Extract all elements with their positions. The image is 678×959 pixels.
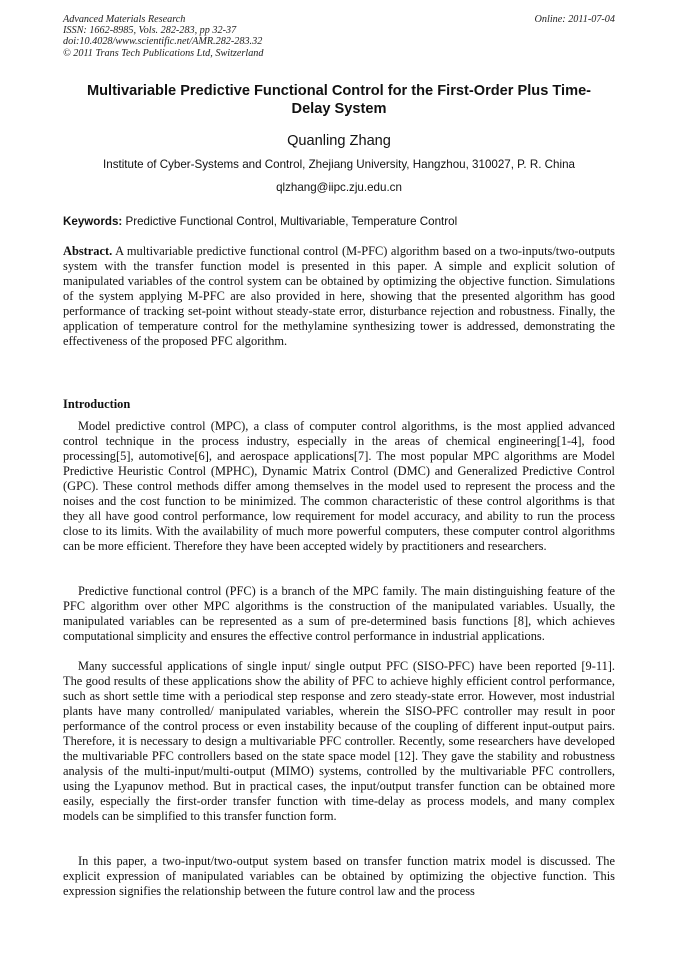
- copyright-line: © 2011 Trans Tech Publications Ltd, Switzerland: [63, 47, 264, 59]
- section-heading-introduction: Introduction: [63, 397, 131, 411]
- abstract-text: A multivariable predictive functional control (M-PFC) algorithm based on a two-inputs/two-outputs system with the transfer function model is presented in this paper. A simple and explicit solution of manipulated variables of the control system can be obtained by optimizing the objective function. Simulations of the system applying M-PFC are also provided in here, showing that the presented algorithm has good performance of tracking set-point without steady-state error, disturbance rejection and robustness. Finally, the application of temperature control for the methylamine synthesizing tower is addressed, demonstrating the effectiveness of the proposed PFC algorithm.: [63, 244, 615, 349]
- online-date: Online: 2011-07-04: [534, 14, 615, 25]
- author-email: qlzhang@iipc.zju.edu.cn: [276, 181, 402, 194]
- keywords-label: Keywords:: [63, 215, 123, 228]
- author-name: Quanling Zhang: [287, 133, 391, 149]
- keywords: [63, 215, 615, 229]
- abstract-label: Abstract.: [63, 244, 113, 258]
- paper-title: Multivariable Predictive Functional Control for the First-Order Plus Time-Delay System: [86, 83, 592, 117]
- journal-header: [63, 14, 615, 59]
- abstract: [63, 244, 615, 349]
- author-affiliation: Institute of Cyber-Systems and Control, Zhejiang University, Hangzhou, 310027, P. R. China: [103, 158, 575, 171]
- issn-line: ISSN: 1662-8985, Vols. 282-283, pp 32-37: [63, 25, 237, 37]
- intro-paragraph-4: In this paper, a two-input/two-output system based on transfer function matrix model is discussed. The explicit expression of manipulated variables can be obtained by optimizing the objective function. This expression signifies the relationship between the future control law and the process: [63, 854, 615, 899]
- keywords-text: Predictive Functional Control, Multivariable, Temperature Control: [122, 215, 458, 228]
- intro-paragraph-2: Predictive functional control (PFC) is a branch of the MPC family. The main distinguishing feature of the PFC algorithm over other MPC algorithms is the construction of the manipulated variables. Usually, the manipulated variables can be represented as a sum of pre-determined basis functions [8], which achieves computational simplicity and ensures the effective control performance in industrial applications.: [63, 584, 615, 644]
- journal-name: Advanced Materials Research: [63, 14, 186, 25]
- doi-line: doi:10.4028/www.scientific.net/AMR.282-283.32: [63, 36, 263, 48]
- intro-paragraph-3: Many successful applications of single input/ single output PFC (SISO-PFC) have been reported [9-11]. The good results of these applications show the ability of PFC to achieve highly efficient control performance, such as short settle time with a periodical step response and zero steady-state error. However, most industrial plants have many controlled/ manipulated variables, wherein the SISO-PFC controller may result in poor performance of the control process or even instability because of the coupling of different input-output pairs. Therefore, it is necessary to design a multivariable PFC controller. Recently, some researchers have developed the multivariable PFC controllers based on the state space model [12]. They gave the stability and robustness analysis of the multi-input/multi-output (MIMO) systems, controlled by the multivariable PFC controllers, using the Lyapunov method. But in practical cases, the input/output transfer function can be obtained more easily, especially the first-order transfer function with time-delay as process models, and many complex models can be simplified to this transfer function form.: [63, 659, 615, 824]
- intro-paragraph-1: Model predictive control (MPC), a class of computer control algorithms, is the most applied advanced control technique in the process industry, especially in the areas of chemical engineering[1-4], food processing[5], automotive[6], and aerospace applications[7]. The most popular MPC algorithms are Model Predictive Heuristic Control (MPHC), Dynamic Matrix Control (DMC) and Generalized Predictive Control (GPC). These control methods differ among themselves in the model used to represent the process and the noises and the cost function to be minimized. The common characteristic of these control algorithms is that they all have good control performance, low requirement for model accuracy, and ability to run the process close to its limits. With the availability of much more powerful computers, these computer control algorithms can be more efficient. Therefore they have been accepted widely by practitioners and researchers.: [63, 419, 615, 554]
